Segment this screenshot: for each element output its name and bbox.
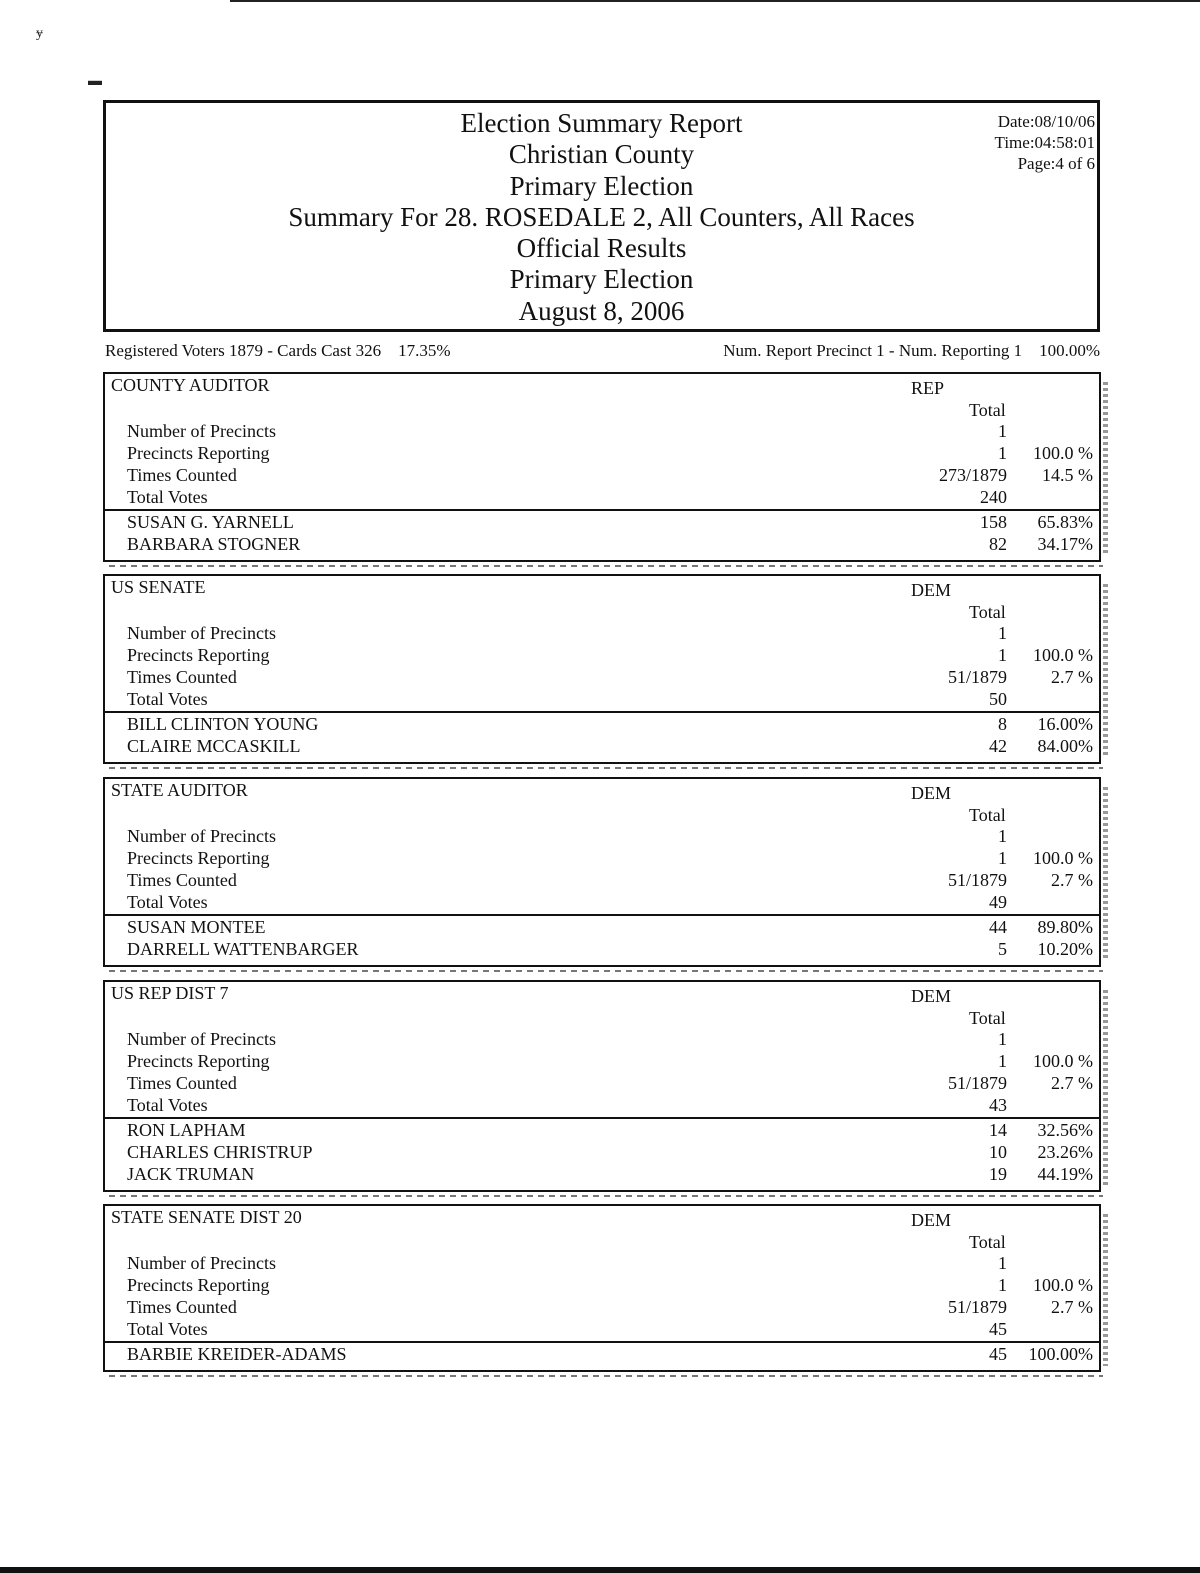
stat-value: 51/1879 bbox=[947, 1297, 1007, 1317]
report-title-line: Election Summary Report bbox=[460, 108, 743, 138]
stat-row bbox=[105, 1028, 1099, 1050]
race-party: DEM bbox=[911, 1210, 951, 1230]
stat-value: 1 bbox=[998, 1051, 1007, 1071]
candidate-votes: 19 bbox=[989, 1164, 1007, 1184]
race-title: STATE SENATE DIST 20 bbox=[111, 1207, 302, 1227]
stat-label: Times Counted bbox=[127, 1297, 237, 1317]
scan-speck: ɏ bbox=[36, 26, 43, 41]
stat-value: 1 bbox=[998, 421, 1007, 441]
candidate-votes: 5 bbox=[998, 939, 1007, 959]
stat-value: 1 bbox=[998, 1253, 1007, 1273]
registration-summary: Registered Voters 1879 - Cards Cast 326 17.35% bbox=[105, 341, 451, 360]
stat-percent: 100.0 % bbox=[1033, 1275, 1093, 1295]
total-column-header: Total bbox=[969, 805, 1006, 825]
stat-value: 45 bbox=[989, 1319, 1007, 1339]
stat-label: Precincts Reporting bbox=[127, 1275, 270, 1295]
candidate-votes: 45 bbox=[989, 1344, 1007, 1364]
stat-row bbox=[105, 486, 1099, 508]
stat-label: Number of Precincts bbox=[127, 421, 276, 441]
candidate-row bbox=[105, 511, 1099, 533]
report-title-line: Summary For 28. ROSEDALE 2, All Counters, All Races bbox=[288, 201, 915, 232]
candidate-row bbox=[105, 735, 1099, 757]
report-header bbox=[103, 100, 1100, 332]
stat-row bbox=[105, 1050, 1099, 1072]
candidate-votes: 158 bbox=[980, 512, 1007, 532]
race-party: DEM bbox=[911, 986, 951, 1006]
report-date: Date:08/10/06 bbox=[997, 112, 1095, 131]
stat-row bbox=[105, 1318, 1099, 1340]
candidate-row bbox=[105, 938, 1099, 960]
candidate-percent: 89.80% bbox=[1037, 917, 1093, 937]
stat-value: 1 bbox=[998, 826, 1007, 846]
stat-row bbox=[105, 464, 1099, 486]
stat-row bbox=[105, 688, 1099, 710]
candidate-name: JACK TRUMAN bbox=[127, 1164, 255, 1184]
stat-row bbox=[105, 1296, 1099, 1318]
stat-percent: 2.7 % bbox=[1051, 667, 1093, 687]
stat-row bbox=[105, 666, 1099, 688]
stat-percent: 2.7 % bbox=[1051, 1297, 1093, 1317]
candidate-row bbox=[105, 916, 1099, 938]
reporting-summary: Num. Report Precinct 1 - Num. Reporting 1 100.00% bbox=[723, 341, 1100, 360]
candidate-name: SUSAN MONTEE bbox=[127, 917, 266, 937]
total-column-header: Total bbox=[969, 602, 1006, 622]
race-box bbox=[103, 372, 1101, 562]
total-column-header: Total bbox=[969, 1232, 1006, 1252]
stat-value: 240 bbox=[980, 487, 1007, 507]
candidate-name: RON LAPHAM bbox=[127, 1120, 246, 1140]
stat-value: 51/1879 bbox=[947, 870, 1007, 890]
stat-percent: 100.0 % bbox=[1033, 1051, 1093, 1071]
stat-label: Precincts Reporting bbox=[127, 848, 270, 868]
stat-value: 50 bbox=[989, 689, 1007, 709]
stat-percent: 2.7 % bbox=[1051, 870, 1093, 890]
stat-label: Total Votes bbox=[127, 1095, 208, 1115]
stat-value: 1 bbox=[998, 443, 1007, 463]
stat-value: 43 bbox=[989, 1095, 1007, 1115]
stat-label: Times Counted bbox=[127, 667, 237, 687]
scan-edge-top bbox=[230, 0, 1200, 2]
report-title-line: Primary Election bbox=[509, 264, 694, 295]
total-column-header: Total bbox=[969, 1008, 1006, 1028]
race-party: REP bbox=[911, 378, 945, 398]
candidate-row bbox=[105, 1163, 1099, 1185]
candidate-percent: 65.83% bbox=[1037, 512, 1093, 532]
stat-value: 1 bbox=[998, 645, 1007, 665]
report-title-line: Christian County bbox=[508, 139, 695, 170]
race-party: DEM bbox=[911, 580, 951, 600]
stat-label: Number of Precincts bbox=[127, 1029, 276, 1049]
report-title-line: August 8, 2006 bbox=[518, 295, 685, 326]
race-box bbox=[103, 574, 1101, 764]
scan-noise-edge bbox=[1103, 990, 1108, 1186]
stat-label: Precincts Reporting bbox=[127, 645, 270, 665]
stat-value: 1 bbox=[998, 848, 1007, 868]
candidate-votes: 82 bbox=[989, 534, 1007, 554]
stat-row bbox=[105, 869, 1099, 891]
candidate-name: BARBARA STOGNER bbox=[127, 534, 301, 554]
scan-edge-bottom bbox=[0, 1567, 1200, 1573]
stat-row bbox=[105, 891, 1099, 913]
stat-row bbox=[105, 825, 1099, 847]
stat-percent: 100.0 % bbox=[1033, 645, 1093, 665]
stat-label: Total Votes bbox=[127, 689, 208, 709]
candidate-percent: 16.00% bbox=[1037, 714, 1093, 734]
stat-label: Number of Precincts bbox=[127, 623, 276, 643]
candidate-percent: 23.26% bbox=[1037, 1142, 1093, 1162]
candidate-name: BARBIE KREIDER-ADAMS bbox=[127, 1344, 347, 1364]
race-title: COUNTY AUDITOR bbox=[111, 375, 270, 395]
candidate-percent: 44.19% bbox=[1037, 1164, 1093, 1184]
stat-row bbox=[105, 442, 1099, 464]
candidate-row bbox=[105, 1141, 1099, 1163]
stat-label: Precincts Reporting bbox=[127, 443, 270, 463]
candidate-percent: 100.00% bbox=[1028, 1344, 1093, 1364]
candidate-name: BILL CLINTON YOUNG bbox=[127, 714, 319, 734]
stat-label: Times Counted bbox=[127, 465, 237, 485]
candidate-name: CHARLES CHRISTRUP bbox=[127, 1142, 313, 1162]
report-title-line: Primary Election bbox=[509, 170, 694, 201]
stat-value: 51/1879 bbox=[947, 1073, 1007, 1093]
candidate-percent: 32.56% bbox=[1037, 1120, 1093, 1140]
candidate-row bbox=[105, 1343, 1099, 1365]
stat-label: Total Votes bbox=[127, 1319, 208, 1339]
race-title: US REP DIST 7 bbox=[111, 983, 229, 1003]
race-box bbox=[103, 980, 1101, 1192]
race-party: DEM bbox=[911, 783, 951, 803]
stat-percent: 100.0 % bbox=[1033, 443, 1093, 463]
candidate-percent: 84.00% bbox=[1037, 736, 1093, 756]
stat-label: Number of Precincts bbox=[127, 826, 276, 846]
stat-label: Number of Precincts bbox=[127, 1253, 276, 1273]
candidate-name: SUSAN G. YARNELL bbox=[127, 512, 294, 532]
stat-label: Total Votes bbox=[127, 487, 208, 507]
stat-label: Times Counted bbox=[127, 1073, 237, 1093]
report-time: Time:04:58:01 bbox=[994, 133, 1095, 152]
race-box bbox=[103, 1204, 1101, 1372]
candidate-votes: 42 bbox=[989, 736, 1007, 756]
scan-noise-edge bbox=[1103, 1214, 1108, 1366]
stat-row bbox=[105, 1274, 1099, 1296]
candidate-votes: 8 bbox=[998, 714, 1007, 734]
race-title: US SENATE bbox=[111, 577, 206, 597]
race-title: STATE AUDITOR bbox=[111, 780, 248, 800]
candidate-votes: 10 bbox=[989, 1142, 1007, 1162]
stat-label: Times Counted bbox=[127, 870, 237, 890]
candidate-votes: 14 bbox=[989, 1120, 1007, 1140]
candidate-name: DARRELL WATTENBARGER bbox=[127, 939, 359, 959]
stat-row bbox=[105, 1094, 1099, 1116]
total-column-header: Total bbox=[969, 400, 1006, 420]
report-title-block bbox=[106, 108, 1097, 327]
stat-row bbox=[105, 847, 1099, 869]
stat-percent: 100.0 % bbox=[1033, 848, 1093, 868]
candidate-row bbox=[105, 1119, 1099, 1141]
scan-noise-edge bbox=[1103, 584, 1108, 758]
stat-label: Total Votes bbox=[127, 892, 208, 912]
stat-row bbox=[105, 644, 1099, 666]
report-title-line: Official Results bbox=[516, 233, 687, 264]
stat-row bbox=[105, 420, 1099, 442]
scan-noise-edge bbox=[1103, 787, 1108, 961]
candidate-row bbox=[105, 713, 1099, 735]
stat-row bbox=[105, 1072, 1099, 1094]
stat-value: 51/1879 bbox=[947, 667, 1007, 687]
report-page: Page:4 of 6 bbox=[1017, 154, 1095, 173]
report-meta bbox=[995, 111, 1095, 174]
scan-speck: ▬ bbox=[88, 74, 102, 89]
candidate-votes: 44 bbox=[989, 917, 1007, 937]
stat-percent: 2.7 % bbox=[1051, 1073, 1093, 1093]
stat-row bbox=[105, 622, 1099, 644]
race-box bbox=[103, 777, 1101, 967]
stat-value: 1 bbox=[998, 1275, 1007, 1295]
candidate-percent: 34.17% bbox=[1037, 534, 1093, 554]
stat-value: 273/1879 bbox=[938, 465, 1007, 485]
candidate-percent: 10.20% bbox=[1037, 939, 1093, 959]
candidate-row bbox=[105, 533, 1099, 555]
stat-value: 1 bbox=[998, 1029, 1007, 1049]
stat-percent: 14.5 % bbox=[1042, 465, 1093, 485]
stat-value: 49 bbox=[989, 892, 1007, 912]
stat-label: Precincts Reporting bbox=[127, 1051, 270, 1071]
scan-noise-edge bbox=[1103, 382, 1108, 556]
stat-row bbox=[105, 1252, 1099, 1274]
candidate-name: CLAIRE MCCASKILL bbox=[127, 736, 301, 756]
stat-value: 1 bbox=[998, 623, 1007, 643]
